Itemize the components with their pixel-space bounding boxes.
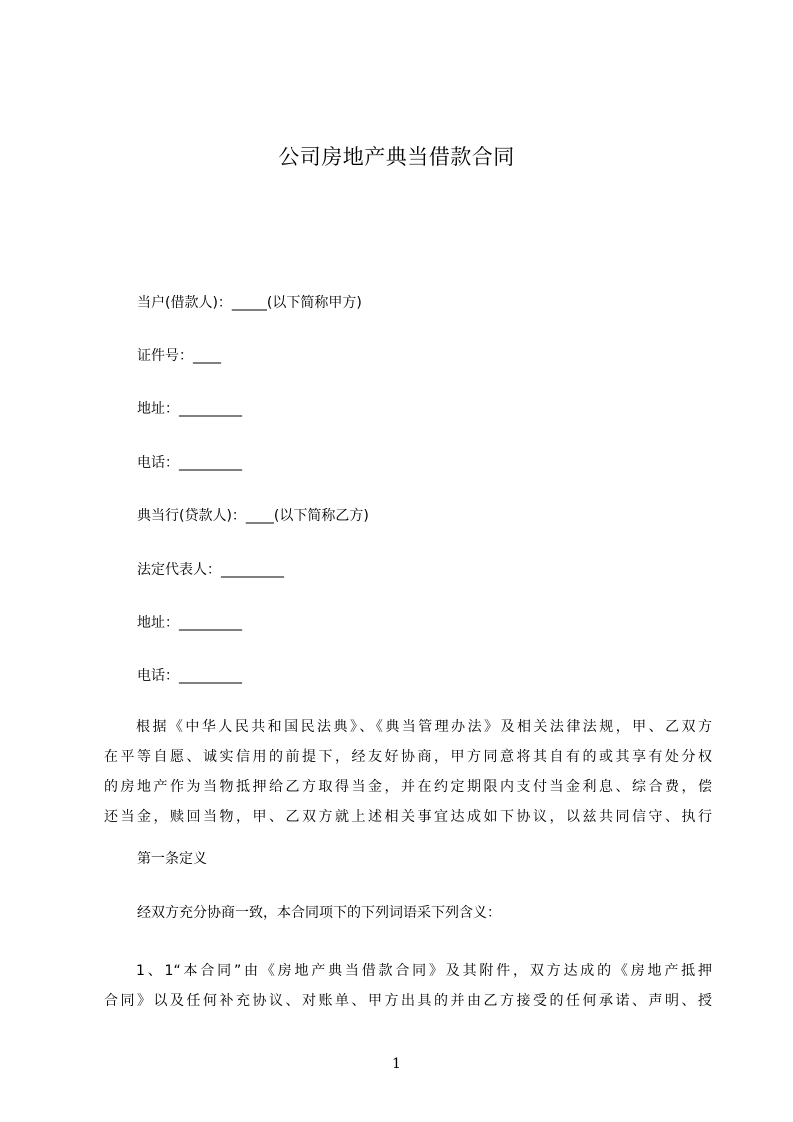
page-number: 1 — [392, 1056, 401, 1072]
intro-line: 在平等自愿、诚实信用的前提下，经友好协商，甲方同意将其自有的或其享有处分权 — [104, 749, 712, 765]
intro-paragraph — [104, 712, 712, 832]
field-pawnshop-address: 地址：_________ — [137, 615, 242, 631]
clause-line: 1、1“本合同”由《房地产典当借款合同》及其附件，双方达成的《房地产抵押 — [136, 963, 712, 979]
field-legal-representative: 法定代表人：_________ — [137, 562, 284, 578]
field-pawnshop-phone: 电话：_________ — [137, 668, 242, 684]
field-pawner-phone: 电话：_________ — [137, 455, 242, 471]
article-intro: 经双方充分协商一致，本合同项下的下列词语采下列含义： — [137, 905, 501, 921]
intro-line: 还当金，赎回当物，甲、乙双方就上述相关事宜达成如下协议，以兹共同信守、执行 — [104, 809, 712, 825]
intro-line: 根据《中华人民共和国民法典》、《典当管理办法》及相关法律法规，甲、乙双方 — [136, 719, 712, 735]
clause-line: 合同》以及任何补充协议、对账单、甲方出具的并由乙方接受的任何承诺、声明、授 — [104, 993, 712, 1009]
page-title: 公司房地产典当借款合同 — [278, 145, 515, 169]
field-id-number: 证件号：____ — [137, 348, 221, 364]
article-heading: 第一条定义 — [137, 851, 207, 867]
field-pawnshop: 典当行(贷款人)：____(以下简称乙方) — [137, 508, 369, 524]
field-pawner: 当户(借款人)：_____(以下简称甲方) — [137, 295, 362, 311]
field-pawner-address: 地址：_________ — [137, 401, 242, 417]
clause-paragraph — [104, 956, 712, 1016]
intro-line: 的房地产作为当物抵押给乙方取得当金，并在约定期限内支付当金利息、综合费，偿 — [104, 779, 712, 795]
